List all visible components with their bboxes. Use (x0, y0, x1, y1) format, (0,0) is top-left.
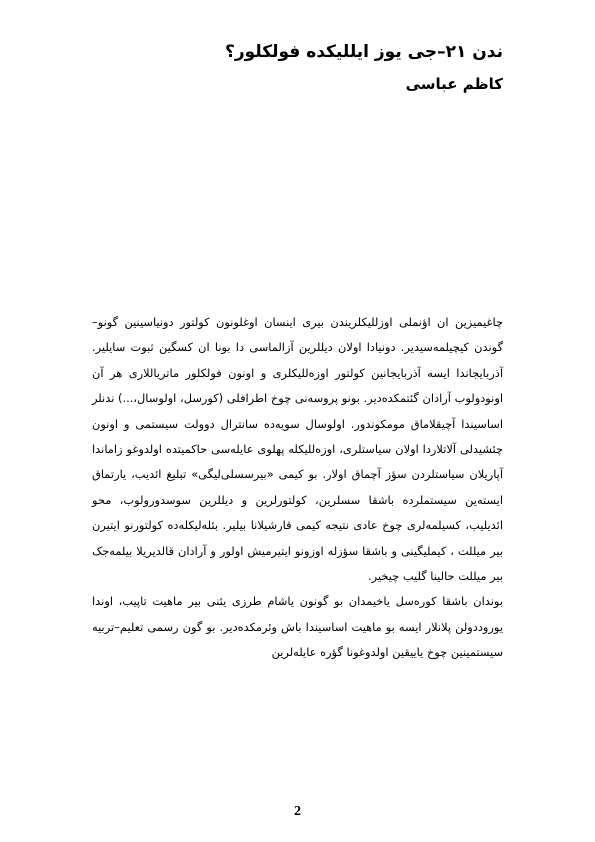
body-paragraph-1: چاغیمیزین ان اؤنملی اوزللیکلریندن بیری اینسان اوغلونون کولتور دونیاسینین گونو–گوندن کیچیلمه‌سیدیر. دونیادا اولان دیللرین آزالماسی دا بونا ان کسگین ثبوت سایلیر. آذربایجاندا ایسه آذربایجانین کولتور اوزه‌للیکلری و اونون فولکلور ماتریاللاری هر آن اونودولوب آرادان گئتمکده‌دیر. بونو پروسه‌نی چوخ اطرافلی (کورسل، اولوسال،...) ندنلر اساسیندا آچیقلاماق مومکوندور. اولوسال سویه‌ده سانترال دوولت سیستمی و اونون چئشیدلی آلاتلاردا اولان سیاستلری، اوزه‌للیکله پهلوی عایله‌سی حاکمیتده اولدوغو زاماندا آپاریلان سیاستلردن سؤز آچماق اولار. بو کیمی «بیرسسلی‌لیگی» تبلیغ ائدیب، یارتماق ایسته‌ین سیستملرده باشقا سسلرین، کولتورلرین و دیللرین سوسدورولوب، محو ائدیلیب، کسیلمه‌لری چوخ عادی نتیجه کیمی قارشیلانا بیلیر. بئله‌لیکله‌ده کولتورنو ایتیرن بیر میللت ، کیملیگینی و باشقا سؤزله اوزونو ایتیرمیش اولور و آرادان قالدیریلا بیلمه‌جک بیر میللت حالینا گلیب چیخیر. (92, 315, 503, 584)
author-name: کاظم عباسی (405, 75, 503, 93)
body-paragraph-2: بوندان باشقا کوره‌سل یاخیمدان بو گونون یاشام طرزی یئنی بیر ماهیت تاپیب، اوندا یوروددولن پلانلار ایسه بو ماهیت اساسیندا باش وئرمکده‌دیر. بو گون رسمی تعلیم–تربیه سیستمینین چوخ یاییقین اولدوغونا گؤره عایله‌لرین (92, 594, 503, 660)
article-body (92, 310, 503, 666)
page-number: 2 (294, 804, 301, 819)
article-title: ندن ۲۱–جی یوز ایللیکده فولکلور؟ (224, 42, 503, 62)
